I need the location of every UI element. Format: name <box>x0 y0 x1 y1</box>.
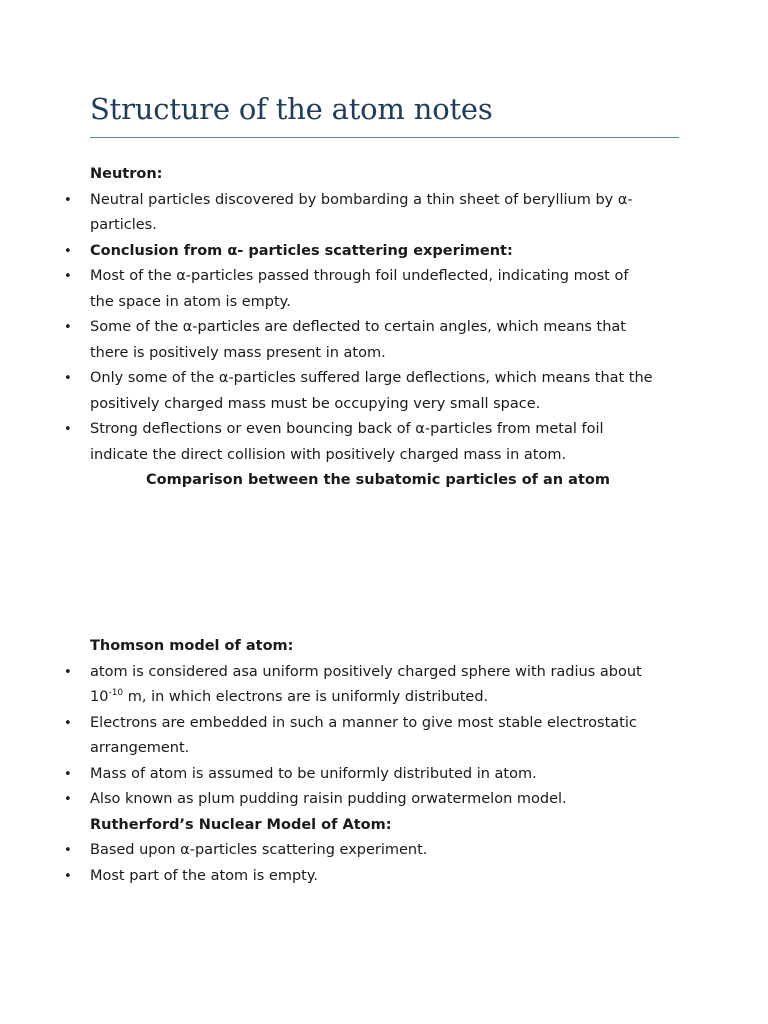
bullet-icon: • <box>64 320 72 335</box>
bullet-icon: • <box>64 792 72 807</box>
item-line: Based upon α-particles scattering experiment. <box>90 842 428 858</box>
thomson-heading: Thomson model of atom: <box>90 638 294 654</box>
item-line: Strong deflections or even bouncing back of α-particles from metal foil <box>90 421 604 437</box>
item-line: Mass of atom is assumed to be uniformly distributed in atom. <box>90 765 537 782</box>
page-title: Structure of the atom notes <box>90 92 493 126</box>
item-line: Most of the α-particles passed through foil undeflected, indicating most of <box>90 268 629 284</box>
thomson-bullet-list-continued <box>0 711 768 813</box>
bullet-icon: • <box>64 422 72 437</box>
bullet-icon: • <box>64 868 72 884</box>
bullet-icon: • <box>64 664 72 680</box>
neutron-heading: Neutron: <box>90 166 163 182</box>
item-line: there is positively mass present in atom. <box>90 344 386 361</box>
exponent-base: 10 <box>90 689 109 705</box>
exponent: -10 <box>108 688 124 698</box>
list-item <box>0 660 690 711</box>
item-line-rest: m, in which electrons are is uniformly distributed. <box>123 689 489 705</box>
item-line: Some of the α-particles are deflected to certain angles, which means that <box>90 319 626 335</box>
list-item <box>0 838 690 864</box>
item-line: Also known as plum pudding raisin pudding orwatermelon model. <box>90 791 567 807</box>
bullet-icon: • <box>64 192 72 208</box>
neutron-bullet-list <box>0 188 768 469</box>
list-item <box>0 264 690 315</box>
item-line: positively charged mass must be occupying very small space. <box>90 395 541 412</box>
thomson-rutherford-section <box>0 634 768 889</box>
bullet-icon: • <box>64 371 72 386</box>
list-item <box>0 188 690 239</box>
rutherford-heading: Rutherford’s Nuclear Model of Atom: <box>90 816 392 833</box>
item-line: particles. <box>90 217 157 233</box>
item-line: Conclusion from α- particles scattering experiment: <box>90 242 513 259</box>
bullet-icon: • <box>64 843 72 858</box>
bullet-icon: • <box>64 269 72 284</box>
comparison-heading: Comparison between the subatomic particles of an atom <box>146 472 610 488</box>
title-underline <box>90 137 679 138</box>
list-item <box>0 787 690 813</box>
item-line: Neutral particles discovered by bombarding a thin sheet of beryllium by α- <box>90 191 633 208</box>
bullet-icon: • <box>64 243 72 259</box>
item-line: indicate the direct collision with positively charged mass in atom. <box>90 446 567 463</box>
item-line: Most part of the atom is empty. <box>90 867 318 884</box>
item-line <box>90 685 690 711</box>
list-item <box>0 762 690 788</box>
list-item <box>0 711 690 762</box>
item-line: Only some of the α-particles suffered large deflections, which means that the <box>90 370 653 386</box>
rutherford-bullet-list <box>0 838 768 889</box>
list-item <box>0 239 690 265</box>
bullet-icon: • <box>64 766 72 782</box>
neutron-section <box>0 162 768 494</box>
list-item <box>0 366 690 417</box>
list-item <box>0 315 690 366</box>
bullet-icon: • <box>64 715 72 731</box>
item-line: atom is considered asa uniform positively charged sphere with radius about <box>90 663 642 680</box>
list-item <box>0 864 690 890</box>
item-line: arrangement. <box>90 740 190 756</box>
list-item <box>0 417 690 468</box>
item-line: the space in atom is empty. <box>90 293 291 310</box>
thomson-bullet-list <box>0 660 768 711</box>
item-line: Electrons are embedded in such a manner to give most stable electrostatic <box>90 714 637 731</box>
